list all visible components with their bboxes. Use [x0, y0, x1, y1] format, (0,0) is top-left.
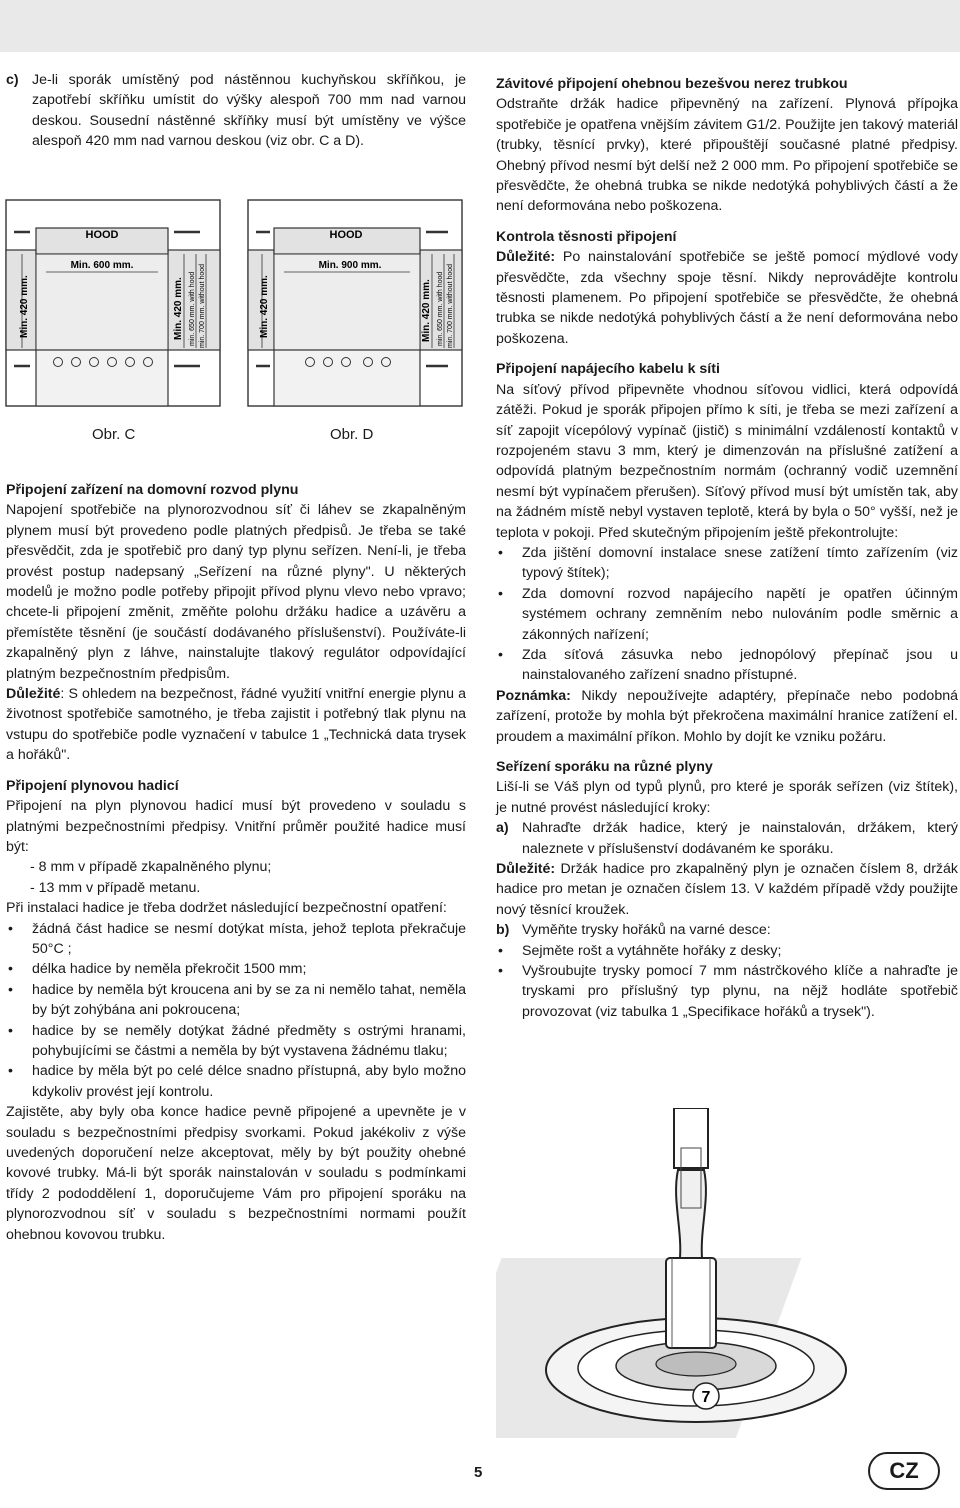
important-text: Po nainstalování spotřebiče se ještě pomocí mýdlové vody přesvědčte, zda všechny spoje těsní. Nikdy neprovádějte kontrolu těsnosti plamenem. Po připojení spotřebiče se přesvědčte, že ohebná trubka se nikde nedotýká pohyblivých částí a že není deformována nebo poškozena. [496, 249, 958, 347]
hose-connection-text: Připojení na plyn plynovou hadicí musí být provedeno v souladu s platnými bezpečnostními předpisy. Vnitřní průměr použité hadice musí být: [6, 798, 466, 855]
list-item: • hadice by neměla být kroucena ani by se za ni nemělo tahat, neměla by být zohýbána ani pokroucena; [6, 980, 466, 1021]
page-number: 5 [474, 1464, 483, 1481]
instruction-c [6, 70, 466, 152]
wrench-drawing [496, 1108, 958, 1448]
important-text: : S ohledem na bezpečnost, řádné využití vnitřní energie plynu a životnost spotřebiče samotného, je třeba zajistit i potřebný tlak plynu na vstupu do spotřebiče podle vyznačení v tabulce 1 „Technická data trysek a hořáků". [6, 686, 466, 764]
list-item: • žádná část hadice se nesmí dotýkat místa, jehož teplota překračuje 50°C ; [6, 919, 466, 960]
fig-c-min-width: Min. 600 mm. [70, 260, 134, 271]
list-item: • hadice by se neměly dotýkat žádné předměty s ostrými hranami, pohybujícími se částmi a neměla by být vystavena žádnému tlaku; [6, 1021, 466, 1062]
note-label: Poznámka: [496, 687, 571, 704]
gas-connection-important [6, 684, 466, 766]
important-label: Důležité [6, 686, 61, 703]
step-b-label: b) [496, 922, 510, 939]
fig-c-hood-label: HOOD [85, 229, 119, 241]
fig-c-without-hood: min. 700 mm. without hood [199, 263, 206, 348]
step-a-text: Nahraďte držák hadice, který je nainstalován, držákem, který naleznete v příslušenství dodávaném ke sporáku. [522, 820, 958, 857]
power-note [496, 686, 958, 747]
language-badge: CZ [868, 1452, 940, 1490]
list-item: • Zda jištění domovní instalace snese zatížení tímto zařízením (viz typový štítek); [496, 543, 958, 584]
gas-connection-heading: Připojení zařízení na domovní rozvod plynu [6, 482, 299, 498]
gas-adjustment-important [496, 859, 958, 920]
fig-c-with-hood: min. 650 mm. with hood [189, 271, 196, 346]
fig-c-min-left: Min. 420 mm. [19, 275, 30, 338]
list-item: • Zda síťová zásuvka nebo jednopólový přepínač jsou u nainstalovaného zařízení snadno přístupné. [496, 645, 958, 686]
hose-precautions-list [6, 919, 466, 1103]
fig-d-min-width: Min. 900 mm. [318, 260, 382, 271]
power-checklist [496, 543, 958, 686]
list-item: • hadice by měla být po celé délce snadno přístupná, aby bylo možno kdykoliv provést její kontrolu. [6, 1061, 466, 1102]
step-a [496, 818, 958, 859]
left-column-lower [6, 480, 466, 1245]
power-cable-text: Na síťový přívod připevněte vhodnou síťovou vidlici, která odpovídá zátěži. Pokud je sporák připojen přímo k síti, je třeba se mezi zařízení a síť zapojit vícepólový vypínač (jistič) s minimální vzdáleností kontaktů v rozpojeném stavu 3 mm, který je dimenzován na příslušné zatížení a odpovídá platným bezpečnostním normám (ochranný vodič uzemnění nesmí být vypínačem přerušen). Síťový přívod musí být umístěn tak, aby na žádném místě nebyl vystaven teplotě, která by byla o 50° vyšší, než je teplota v pokoji. Před skutečným připojením ještě překontrolujte: [496, 381, 958, 541]
instruction-c-text: Je-li sporák umístěný pod nástěnnou kuchyňskou skříňkou, je zapotřebí skříňku umístit do výšky alespoň 700 mm nad varnou deskou. Sousední nástěnné skříňky musí být umístěny ve výšce alespoň 420 mm nad varnou deskou (viz obr. C a D). [32, 72, 466, 150]
hose-diameter-lpg: - 8 mm v případě zkapalněného plynu; [30, 859, 272, 876]
list-item: • Zda domovní rozvod napájecího napětí je opatřen účinným systémem ochrany zemněním nebo nulováním podle směrnic a zákonných nařízení; [496, 584, 958, 645]
gas-adjustment-heading: Seřízení sporáku na různé plyny [496, 759, 713, 775]
step-b [496, 920, 958, 940]
right-column [496, 74, 958, 1022]
hose-connection-heading: Připojení plynovou hadicí [6, 777, 179, 794]
figure-c [6, 200, 220, 406]
important-text: Držák hadice pro zkapalněný plyn je označen číslem 8, držák hadice pro metan je označen číslem 13. V každém případě vždy použijte nový těsnící kroužek. [496, 861, 958, 918]
list-item: • Vyšroubujte trysky pomocí 7 mm nástrčkového klíče a nahraďte je tryskami pro příslušný typ plynu, na nějž hodláte spotřebič provozovat (viz tabulka 1 „Specifikace hořáků a trysek"). [496, 961, 958, 1022]
figure-d-caption: Obr. D [330, 426, 374, 443]
threaded-connection-text: Odstraňte držák hadice připevněný na zařízení. Plynová přípojka spotřebiče je opatřena vnějším závitem G1/2. Použijte jen takový materiál (trubky, těsnící prvky), které připouštějí současné platné předpisy. Ohebný přívod nesmí být delší než 2 000 mm. Po připojení spotřebiče se přesvědčte, že ohebná trubka se nikde nedotýká pohyblivých částí a že není deformována nebo poškozena. [496, 96, 958, 215]
fig-d-with-hood: min. 650 mm. with hood [437, 271, 444, 346]
fig-c-min-right: Min. 420 mm. [173, 277, 184, 340]
hose-diameter-methane: - 13 mm v případě metanu. [30, 879, 201, 896]
wrench-size-label: 7 [701, 1389, 711, 1406]
fig-d-without-hood: min. 700 mm. without hood [447, 263, 454, 348]
important-label: Důležité: [496, 861, 556, 878]
gas-connection-text: Napojení spotřebiče na plynorozvodnou síť či láhev se zkapalněným plynem musí být provedeno podle platných předpisů. Je třeba se také přesvědčit, zda je spotřebič pro daný typ plynu seřízen. Není-li, je třeba provést postup nadepsaný „Seřízení na různé plyny". U některých modelů je možno podle potřeby připojit přívod plynu vlevo nebo vpravo; chcete-li připojení změnit, změňte polohu držáku hadice a uzávěru a přemístěte těsnění (je součástí dodávaného příslušenství). Používáte-li zkapalněný plyn z láhve, nainstalujte tlakový regulátor odpovídající platným bezpečnostním předpisům. [6, 502, 466, 682]
instruction-c-label: c) [6, 72, 19, 88]
hose-precautions-intro: Při instalaci hadice je třeba dodržet následující bezpečnostní opatření: [6, 900, 447, 917]
fig-d-hood-label: HOOD [329, 229, 363, 241]
note-text: Nikdy nepoužívejte adaptéry, přepínače nebo podobná zařízení, protože by mohla být překročena maximální hranice zatížení el. proudem a maximální příkon. Mohlo by dojít ke vzniku požáru. [496, 687, 958, 745]
top-band [0, 0, 960, 52]
hose-closing-text: Zajistěte, aby byly oba konce hadice pevně připojené a upevněte je v souladu s bezpečnostními předpisy svorkami. Pokud jakékoliv z výše uvedených doporučení nelze akceptovat, měly by být použity ohebné kovové trubky. Má-li být sporák nainstalován v souladu s podmínkami třídy 2 pododdělení 1, doporučujeme Vám pro připojení sporáku na plynorozvodnou síť v souladu s bezpečnostními normami použít ohebnou kovovou trubku. [6, 1104, 466, 1243]
power-cable-heading: Připojení napájecího kabelu k síti [496, 361, 720, 378]
fig-d-min-right: Min. 420 mm. [421, 279, 432, 342]
step-b-text: Vyměňte trysky hořáků na varné desce: [522, 922, 771, 939]
figures-c-d [0, 190, 480, 450]
figure-d [248, 200, 462, 406]
nozzle-wrench-illustration [496, 1108, 958, 1448]
threaded-connection-heading: Závitové připojení ohebnou bezešvou nerez trubkou [496, 76, 848, 92]
gas-adjustment-text: Liší-li se Váš plyn od typů plynů, pro které je sporák seřízen (viz štítek), je nutné provést následující kroky: [496, 779, 958, 816]
list-item: • délka hadice by neměla překročit 1500 mm; [6, 959, 466, 979]
nozzle-steps-list [496, 941, 958, 1023]
fig-d-min-left: Min. 420 mm. [259, 275, 270, 338]
cabinet-diagrams [0, 190, 480, 450]
step-a-label: a) [496, 820, 509, 837]
important-label: Důležité: [496, 249, 556, 266]
leak-check-text [496, 247, 958, 349]
left-column [6, 70, 466, 152]
figure-c-caption: Obr. C [92, 426, 136, 443]
leak-check-heading: Kontrola těsnosti připojení [496, 228, 677, 245]
list-item: • Sejměte rošt a vytáhněte hořáky z desky; [496, 941, 958, 961]
